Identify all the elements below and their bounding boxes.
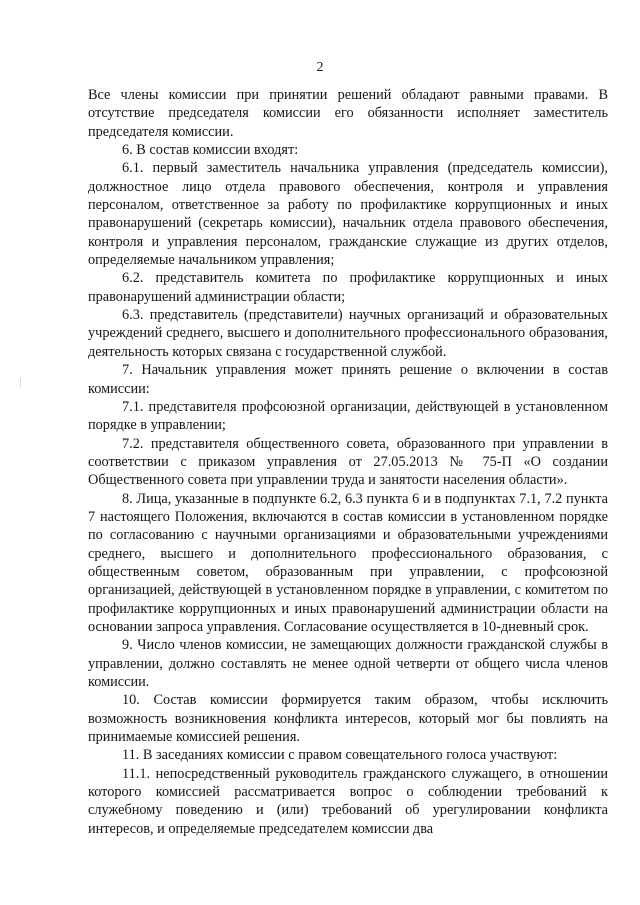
- paragraph-11: 11. В заседаниях комиссии с правом совещательного голоса участвуют:: [122, 747, 558, 764]
- paragraph-10: 10. Состав комиссии формируется таким образом, чтобы исключить возможность возникновения конфликта интересов, который мог бы повлиять на принимаемые комиссией решения.: [88, 692, 608, 746]
- paragraph-7-1: 7.1. представителя профсоюзной организации, действующей в установленном порядке в управлении;: [88, 398, 608, 434]
- paragraph-6: 6. В состав комиссии входят:: [122, 142, 299, 159]
- paragraph-6-3: 6.3. представитель (представители) научных организаций и образовательных учреждений среднего, высшего и дополнительного профессионального образования, деятельность которых связана с государственной службой.: [88, 307, 608, 360]
- paragraph-8: 8. Лица, указанные в подпункте 6.2, 6.3 пункта 6 и в подпунктах 7.1, 7.2 пункта 7 настоящего Положения, включаются в состав комиссии в установленном порядке по согласованию с научными организациями и образовательными учреждениями среднего, высшего и дополнительного профессионального образования, с общественным советом, образованным при управлении, с профсоюзной организацией, действующей в установленном порядке в управлении, с комитетом по профилактике коррупционных и иных правонарушений администрации области на основании запроса управления. Согласование осуществляется в 10-дневный срок.: [88, 490, 608, 635]
- document-body: [88, 86, 608, 838]
- paragraph-7-2: 7.2. представителя общественного совета, образованного при управлении в соответствии с приказом управления от 27.05.2013 № 75-П «О создании Общественного совета при управлении труда и занятости населения области».: [88, 435, 608, 489]
- paragraph-11-1: 11.1. непосредственный руководитель гражданского служащего, в отношении которого комиссией рассматривается вопрос о соблюдении требований к служебному поведению и (или) требований об урегулировании конфликта интересов, и определяемые председателем комиссии два: [88, 765, 608, 837]
- margin-mark: [20, 378, 21, 388]
- page-number: 2: [316, 60, 324, 75]
- paragraph-equal-rights: Все члены комиссии при принятии решений обладают равными правами. В отсутствие председателя комиссии его обязанности исполняет заместитель председателя комиссии.: [88, 87, 608, 140]
- paragraph-7: 7. Начальник управления может принять решение о включении в состав комиссии:: [88, 362, 608, 397]
- paragraph-9: 9. Число членов комиссии, не замещающих должности гражданской службы в управлении, должно составлять не менее одной четверти от общего числа членов комиссии.: [88, 637, 608, 690]
- paragraph-6-1: 6.1. первый заместитель начальника управления (председатель комиссии), должностное лицо отдела правового обеспечения, контроля и управления персоналом, ответственное за работу по профилактике коррупционных и иных правонарушений (секретарь комиссии), начальник отдела правового обеспечения, контроля и управления персоналом, гражданские служащие из других отделов, определяемые начальником управления;: [88, 160, 608, 269]
- paragraph-6-2: 6.2. представитель комитета по профилактике коррупционных и иных правонарушений администрации области;: [88, 270, 608, 305]
